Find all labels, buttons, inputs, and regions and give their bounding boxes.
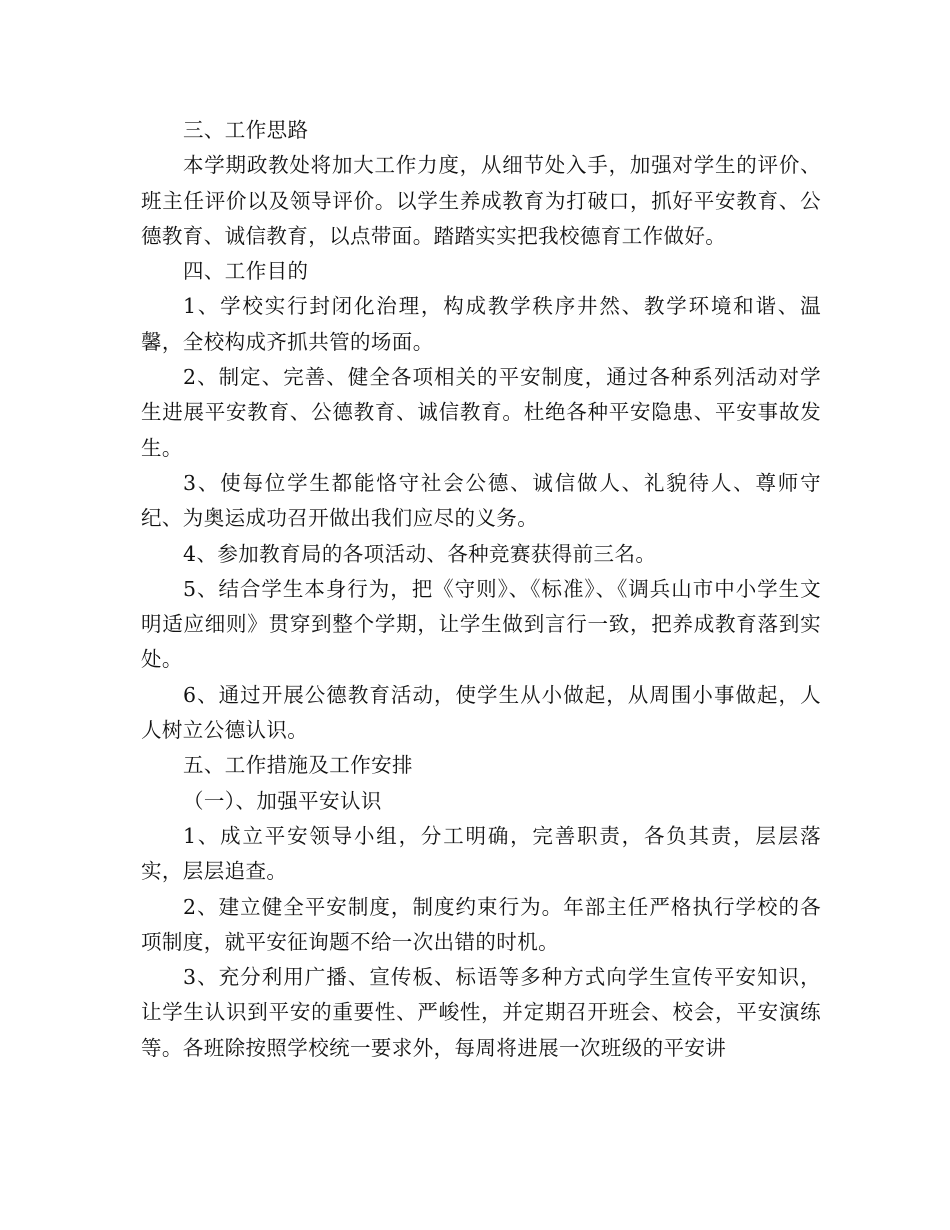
- document-body: [141, 113, 821, 1066]
- goal-item-5: 5、结合学生本身行为，把《守则》、《标准》、《调兵山市中小学生文明适应细则》贯穿到整个学期，让学生做到言行一致，把养成教育落到实处。: [141, 576, 821, 672]
- goal-item-3: 3、使每位学生都能恪守社会公德、诚信做人、礼貌待人、尊师守纪、为奥运成功召开做出我们应尽的义务。: [141, 470, 821, 531]
- goal-item-2: 2、制定、完善、健全各项相关的平安制度，通过各种系列活动对学生进展平安教育、公德教育、诚信教育。杜绝各种平安隐患、平安事故发生。: [141, 365, 821, 460]
- heading-measures: 五、工作措施及工作安排: [183, 753, 413, 778]
- goal-item-4: 4、参加教育局的各项活动、各种竞赛获得前三名。: [183, 541, 657, 566]
- goal-item-1: 1、学校实行封闭化治理，构成教学秩序井然、教学环境和谐、温馨，全校构成齐抓共管的场面。: [141, 294, 821, 354]
- heading-work-goals: 四、工作目的: [183, 259, 309, 284]
- measure-item-3: 3、充分利用广播、宣传板、标语等多种方式向学生宣传平安知识，让学生认识到平安的重要性、严峻性，并定期召开班会、校会，平安演练等。各班除按照学校统一要求外，每周将进展一次班级的平安讲: [141, 965, 821, 1060]
- goal-item-6: 6、通过开展公德教育活动，使学生从小做起，从周围小事做起，人人树立公德认识。: [141, 682, 821, 743]
- paragraph-work-approach: 本学期政教处将加大工作力度，从细节处入手，加强对学生的评价、班主任评价以及领导评价。以学生养成教育为打破口，抓好平安教育、公德教育、诚信教育，以点带面。踏踏实实把我校德育工作做好。: [141, 153, 821, 248]
- subheading-safety: （一）、加强平安认识: [183, 788, 382, 813]
- measure-item-2: 2、建立健全平安制度，制度约束行为。年部主任严格执行学校的各项制度，就平安征询题不给一次出错的时机。: [141, 894, 821, 954]
- heading-work-approach: 三、工作思路: [183, 118, 309, 142]
- measure-item-1: 1、成立平安领导小组，分工明确，完善职责，各负其责，层层落实，层层追查。: [141, 823, 821, 884]
